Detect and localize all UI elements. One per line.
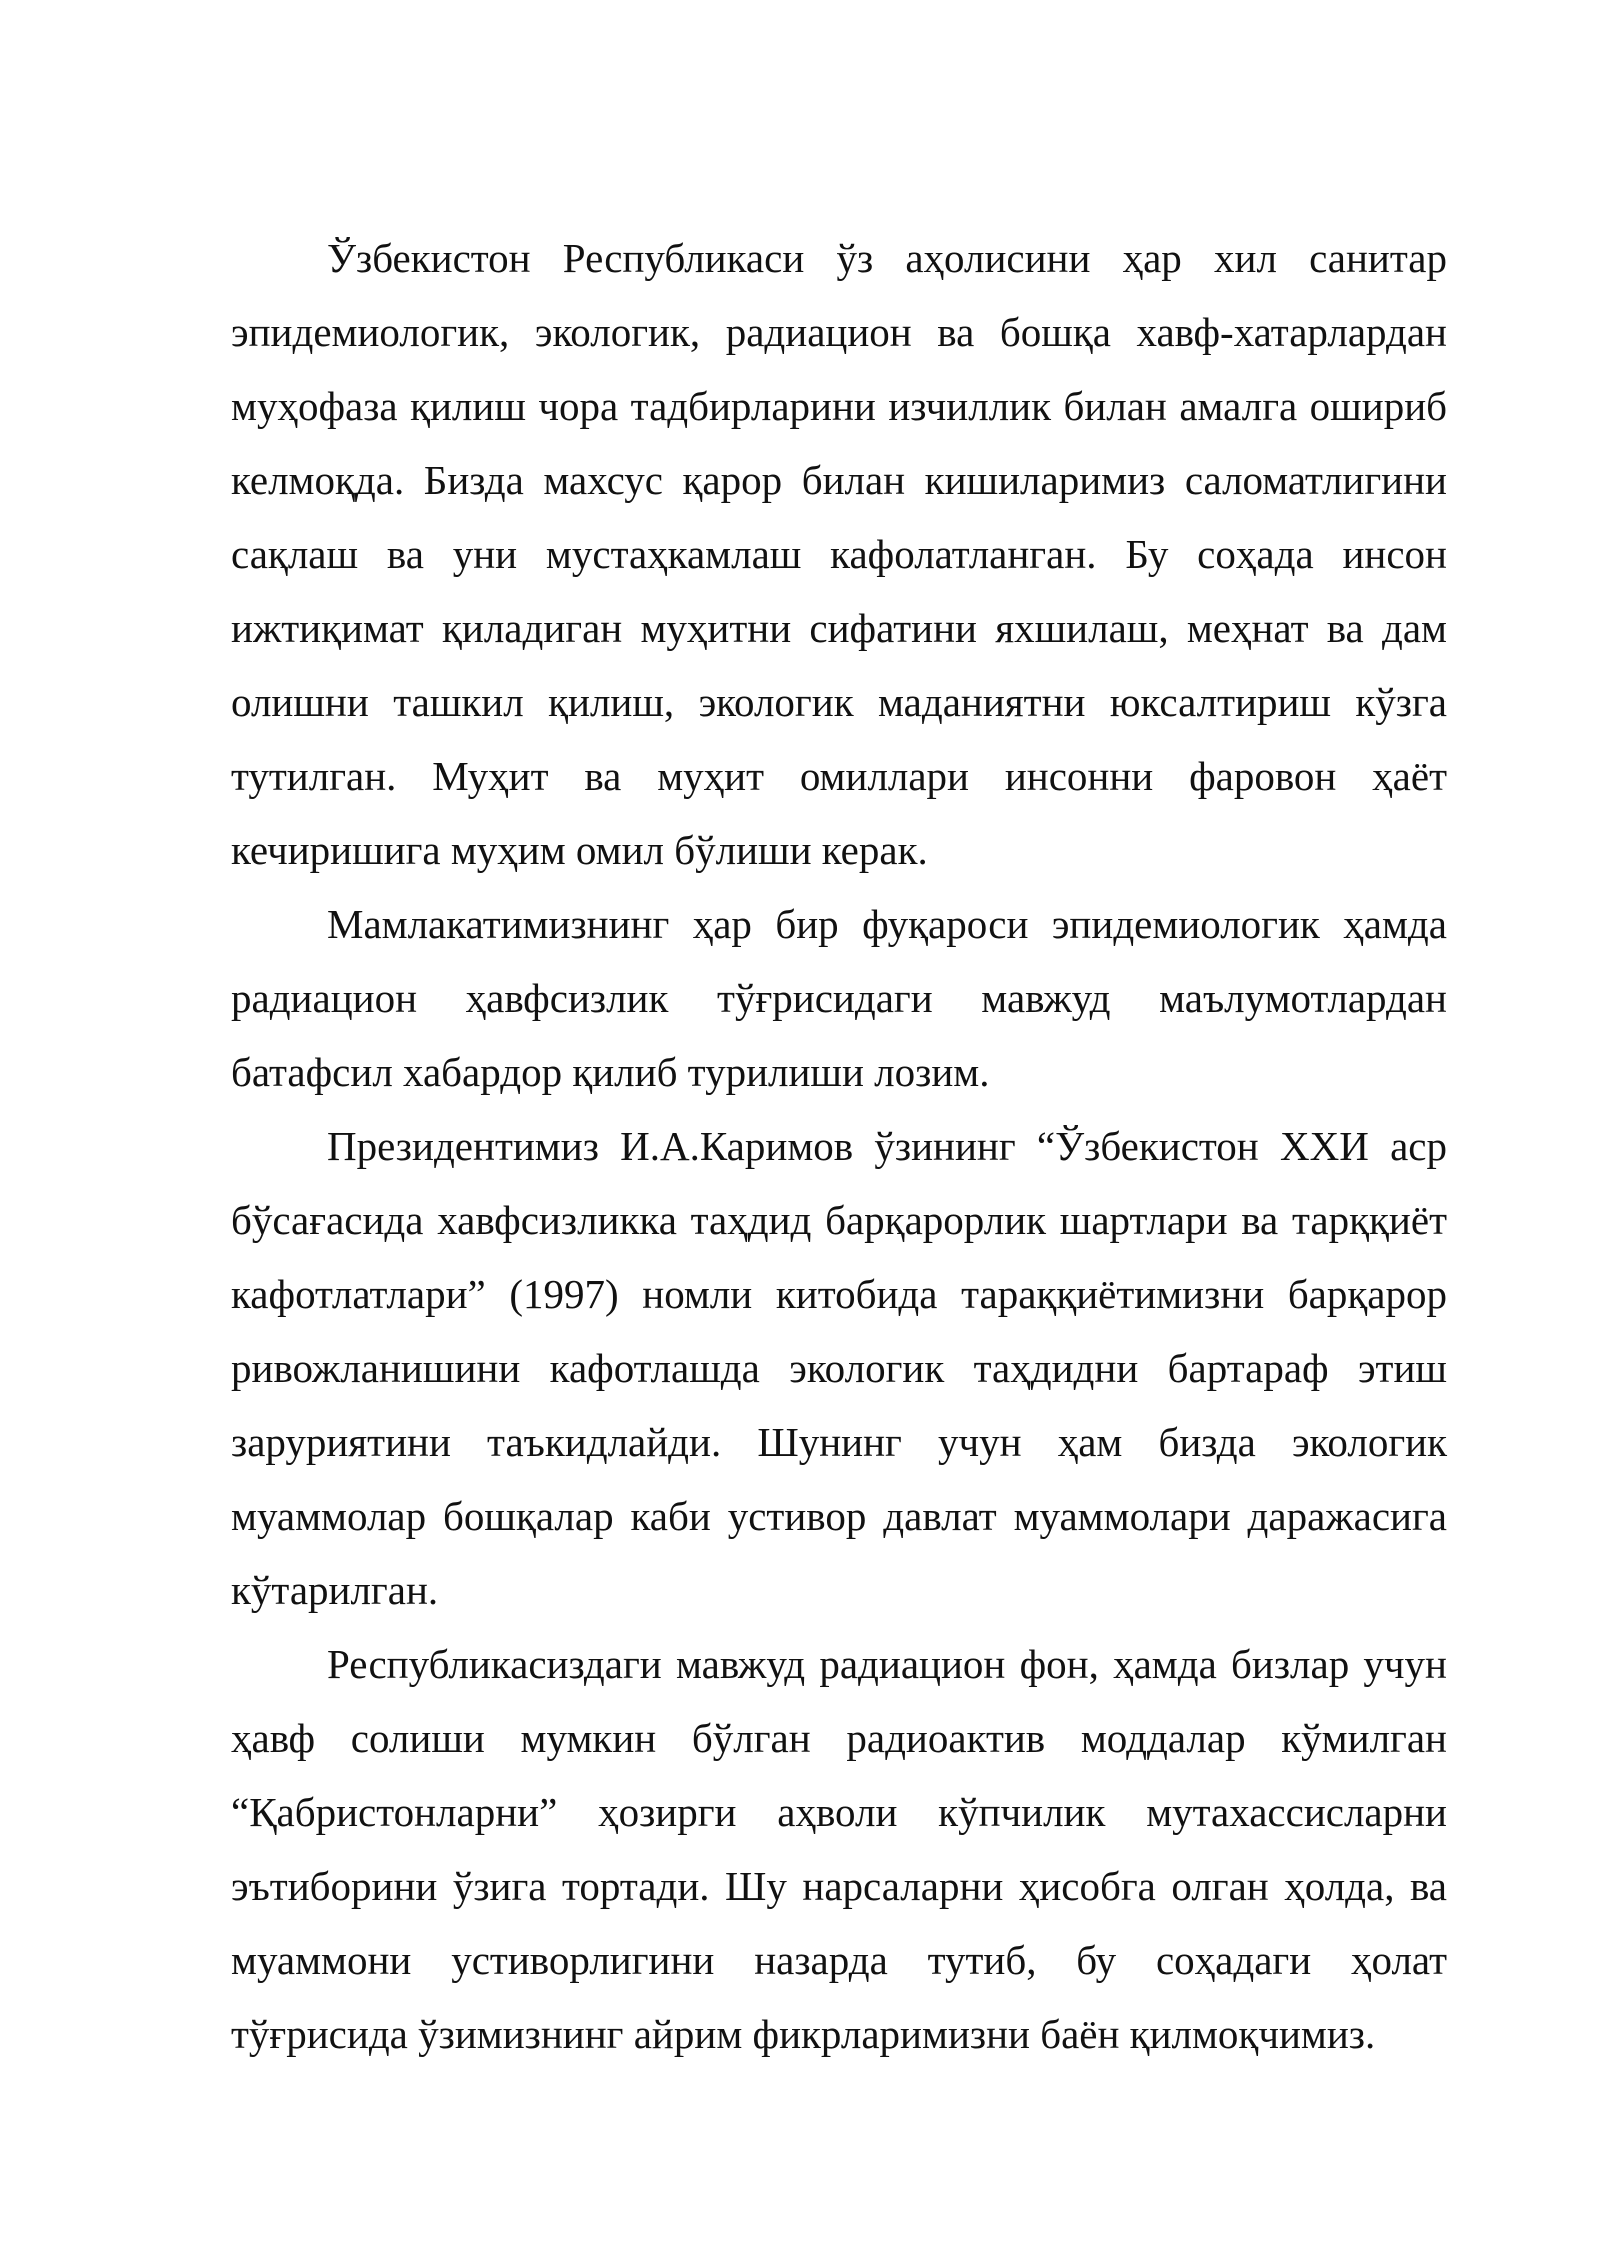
paragraph-3: Президентимиз И.А.Каримов ўзининг “Ўзбекистон XXИ аср бўсағасида хавфсизликка таҳдид барқарорлик шартлари ва тарққиёт кафотлатлари” (1997) номли китобида тараққиётимизни барқарор ривожланишини кафотлашда экологик таҳдидни бартараф этиш заруриятини таъкидлайди. Шунинг учун ҳам бизда экологик муаммолар бошқалар каби устивор давлат муаммолари даражасига кўтарилган. [231,1123,1447,1613]
paragraph-4: Республикасиздаги мавжуд радиацион фон, ҳамда бизлар учун ҳавф солиши мумкин бўлган радиоактив моддалар кўмилган “Қабристонларни” ҳозирги аҳволи кўпчилик мутахассисларни эътиборини ўзига тортади. Шу нарсаларни ҳисобга олган ҳолда, ва муаммони устиворлигини назарда тутиб, бу соҳадаги ҳолат тўғрисида ўзимизнинг айрим фикрларимизни баён қилмоқчимиз. [231,1641,1447,2057]
paragraph-2: Мамлакатимизнинг ҳар бир фуқароси эпидемиологик ҳамда радиацион ҳавфсизлик тўғрисидаги мавжуд маълумотлардан батафсил хабардор қилиб турилиши лозим. [231,901,1447,1095]
document-body [231,221,1447,2071]
paragraph-1: Ўзбекистон Республикаси ўз аҳолисини ҳар хил санитар эпидемиологик, экологик, радиацион ва бошқа хавф-хатарлардан муҳофаза қилиш чора тадбирларини изчиллик билан амалга ошириб келмоқда. Бизда махсус қарор билан кишиларимиз саломатлигини сақлаш ва уни мустаҳкамлаш кафолатланган. Бу соҳада инсон ижтиқимат қиладиган муҳитни сифатини яхшилаш, меҳнат ва дам олишни ташкил қилиш, экологик маданиятни юксалтириш кўзга тутилган. Муҳит ва муҳит омиллари инсонни фаровон ҳаёт кечиришига муҳим омил бўлиши керак. [231,235,1447,873]
